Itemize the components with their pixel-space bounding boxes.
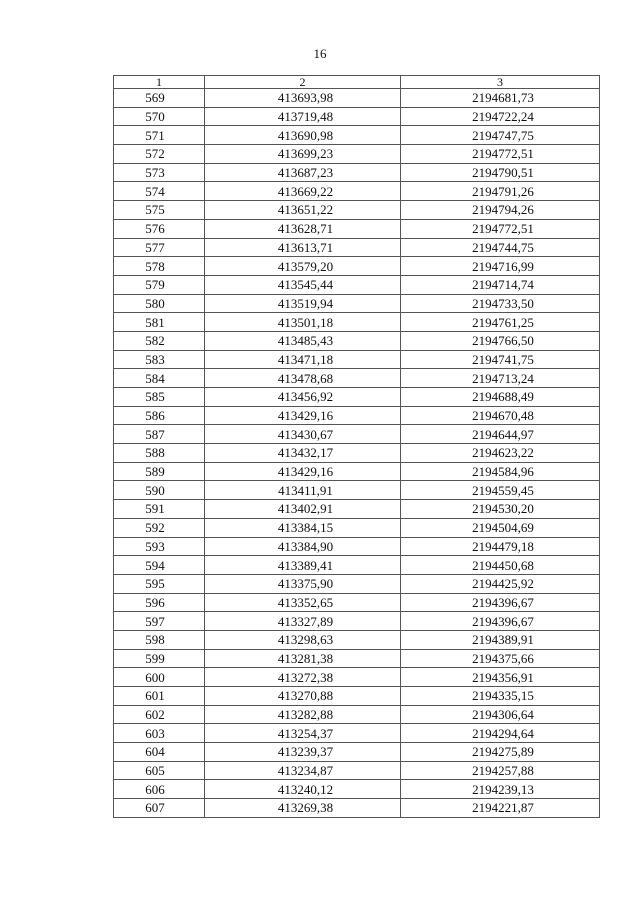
point-number-cell: 588 [114,444,205,463]
point-number-cell: 571 [114,126,205,145]
y-coordinate-cell: 2194530,20 [401,500,600,519]
x-coordinate-cell: 413429,16 [205,462,401,481]
x-coordinate-cell: 413375,90 [205,574,401,593]
point-number-cell: 579 [114,275,205,294]
x-coordinate-cell: 413471,18 [205,350,401,369]
y-coordinate-cell: 2194733,50 [401,294,600,313]
point-number-cell: 589 [114,462,205,481]
table-row [114,163,600,182]
x-coordinate-cell: 413651,22 [205,201,401,220]
table-row [114,556,600,575]
table-row [114,630,600,649]
x-coordinate-cell: 413282,88 [205,705,401,724]
x-coordinate-cell: 413352,65 [205,593,401,612]
x-coordinate-cell: 413693,98 [205,89,401,108]
point-number-cell: 570 [114,107,205,126]
x-coordinate-cell: 413690,98 [205,126,401,145]
y-coordinate-cell: 2194239,13 [401,780,600,799]
x-coordinate-cell: 413613,71 [205,238,401,257]
y-coordinate-cell: 2194772,51 [401,219,600,238]
point-number-cell: 578 [114,257,205,276]
point-number-cell: 597 [114,612,205,631]
point-number-cell: 605 [114,761,205,780]
point-number-cell: 591 [114,500,205,519]
y-coordinate-cell: 2194584,96 [401,462,600,481]
x-coordinate-cell: 413254,37 [205,724,401,743]
table-row [114,780,600,799]
y-coordinate-cell: 2194221,87 [401,799,600,818]
y-coordinate-cell: 2194766,50 [401,331,600,350]
coordinates-table [113,75,600,818]
y-coordinate-cell: 2194761,25 [401,313,600,332]
point-number-cell: 585 [114,388,205,407]
table-row [114,649,600,668]
y-coordinate-cell: 2194741,75 [401,350,600,369]
x-coordinate-cell: 413456,92 [205,388,401,407]
y-coordinate-cell: 2194294,64 [401,724,600,743]
x-coordinate-cell: 413384,15 [205,518,401,537]
y-coordinate-cell: 2194559,45 [401,481,600,500]
point-number-cell: 586 [114,406,205,425]
y-coordinate-cell: 2194356,91 [401,668,600,687]
y-coordinate-cell: 2194744,75 [401,238,600,257]
table-row [114,89,600,108]
table-row [114,537,600,556]
y-coordinate-cell: 2194450,68 [401,556,600,575]
y-coordinate-cell: 2194688,49 [401,388,600,407]
table-row [114,425,600,444]
y-coordinate-cell: 2194772,51 [401,145,600,164]
y-coordinate-cell: 2194670,48 [401,406,600,425]
y-coordinate-cell: 2194396,67 [401,593,600,612]
point-number-cell: 593 [114,537,205,556]
y-coordinate-cell: 2194306,64 [401,705,600,724]
x-coordinate-cell: 413519,94 [205,294,401,313]
point-number-cell: 607 [114,799,205,818]
point-number-cell: 590 [114,481,205,500]
table-row [114,126,600,145]
table-row [114,388,600,407]
x-coordinate-cell: 413240,12 [205,780,401,799]
table-row [114,182,600,201]
y-coordinate-cell: 2194722,24 [401,107,600,126]
point-number-cell: 584 [114,369,205,388]
table-row [114,369,600,388]
y-coordinate-cell: 2194479,18 [401,537,600,556]
point-number-cell: 587 [114,425,205,444]
column-header-point: 1 [114,76,205,89]
x-coordinate-cell: 413389,41 [205,556,401,575]
y-coordinate-cell: 2194681,73 [401,89,600,108]
x-coordinate-cell: 413281,38 [205,649,401,668]
point-number-cell: 603 [114,724,205,743]
y-coordinate-cell: 2194713,24 [401,369,600,388]
table-row [114,406,600,425]
column-header-x: 2 [205,76,401,89]
y-coordinate-cell: 2194375,66 [401,649,600,668]
table-row [114,500,600,519]
table-row [114,743,600,762]
table-row [114,145,600,164]
point-number-cell: 602 [114,705,205,724]
table-row [114,687,600,706]
table-row [114,724,600,743]
point-number-cell: 574 [114,182,205,201]
y-coordinate-cell: 2194716,99 [401,257,600,276]
y-coordinate-cell: 2194747,75 [401,126,600,145]
table-row [114,705,600,724]
x-coordinate-cell: 413478,68 [205,369,401,388]
table-row [114,331,600,350]
table-row [114,799,600,818]
x-coordinate-cell: 413579,20 [205,257,401,276]
y-coordinate-cell: 2194714,74 [401,275,600,294]
table-row [114,107,600,126]
table-row [114,668,600,687]
point-number-cell: 573 [114,163,205,182]
table-row [114,444,600,463]
point-number-cell: 569 [114,89,205,108]
table-row [114,518,600,537]
column-header-y: 3 [401,76,600,89]
point-number-cell: 576 [114,219,205,238]
y-coordinate-cell: 2194790,51 [401,163,600,182]
point-number-cell: 600 [114,668,205,687]
y-coordinate-cell: 2194791,26 [401,182,600,201]
point-number-cell: 577 [114,238,205,257]
point-number-cell: 572 [114,145,205,164]
x-coordinate-cell: 413669,22 [205,182,401,201]
y-coordinate-cell: 2194623,22 [401,444,600,463]
x-coordinate-cell: 413234,87 [205,761,401,780]
x-coordinate-cell: 413699,23 [205,145,401,164]
x-coordinate-cell: 413272,38 [205,668,401,687]
point-number-cell: 583 [114,350,205,369]
point-number-cell: 582 [114,331,205,350]
y-coordinate-cell: 2194794,26 [401,201,600,220]
table-row [114,313,600,332]
table-row [114,761,600,780]
x-coordinate-cell: 413239,37 [205,743,401,762]
y-coordinate-cell: 2194389,91 [401,630,600,649]
y-coordinate-cell: 2194504,69 [401,518,600,537]
point-number-cell: 581 [114,313,205,332]
point-number-cell: 601 [114,687,205,706]
table-row [114,275,600,294]
point-number-cell: 606 [114,780,205,799]
point-number-cell: 575 [114,201,205,220]
x-coordinate-cell: 413501,18 [205,313,401,332]
point-number-cell: 594 [114,556,205,575]
x-coordinate-cell: 413270,88 [205,687,401,706]
table-body [114,89,600,818]
table-row [114,574,600,593]
point-number-cell: 599 [114,649,205,668]
x-coordinate-cell: 413269,38 [205,799,401,818]
table-row [114,350,600,369]
table-row [114,593,600,612]
x-coordinate-cell: 413485,43 [205,331,401,350]
x-coordinate-cell: 413402,91 [205,500,401,519]
table-row [114,462,600,481]
y-coordinate-cell: 2194425,92 [401,574,600,593]
point-number-cell: 596 [114,593,205,612]
point-number-cell: 598 [114,630,205,649]
x-coordinate-cell: 413628,71 [205,219,401,238]
table-header-row [114,76,600,89]
y-coordinate-cell: 2194396,67 [401,612,600,631]
x-coordinate-cell: 413384,90 [205,537,401,556]
y-coordinate-cell: 2194644,97 [401,425,600,444]
y-coordinate-cell: 2194335,15 [401,687,600,706]
x-coordinate-cell: 413327,89 [205,612,401,631]
point-number-cell: 595 [114,574,205,593]
table-row [114,201,600,220]
x-coordinate-cell: 413432,17 [205,444,401,463]
table-row [114,294,600,313]
page-number: 16 [313,46,327,61]
x-coordinate-cell: 413687,23 [205,163,401,182]
table-row [114,257,600,276]
y-coordinate-cell: 2194257,88 [401,761,600,780]
x-coordinate-cell: 413719,48 [205,107,401,126]
point-number-cell: 580 [114,294,205,313]
x-coordinate-cell: 413545,44 [205,275,401,294]
x-coordinate-cell: 413411,91 [205,481,401,500]
x-coordinate-cell: 413298,63 [205,630,401,649]
x-coordinate-cell: 413430,67 [205,425,401,444]
point-number-cell: 604 [114,743,205,762]
table-row [114,612,600,631]
table-row [114,238,600,257]
table-row [114,481,600,500]
x-coordinate-cell: 413429,16 [205,406,401,425]
y-coordinate-cell: 2194275,89 [401,743,600,762]
point-number-cell: 592 [114,518,205,537]
table-row [114,219,600,238]
